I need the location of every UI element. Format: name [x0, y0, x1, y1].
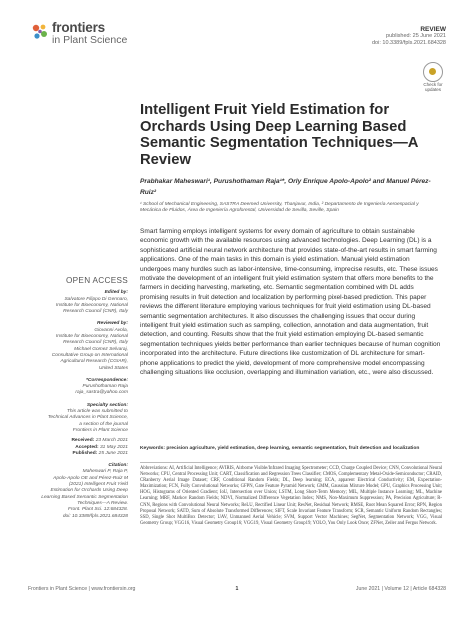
editor-line: Research Council (CNR), Italy — [63, 309, 128, 315]
footer-journal-link[interactable]: Frontiers in Plant Science | www.frontiersin.org — [28, 586, 136, 592]
abbreviations: Abbreviations: AI, Artificial Intelligence; AVIRIS, Airborne Visible/Infrared Imaging Spectrometer; CCD, Charge Coupled Device; CNN, Convolutional Neural Networks; CPU, Central Processing Unit; CART, Classification and Regression Trees Classifier; CMOS, Complementary Metal-Oxide-Semiconductor; CRAID, CRanberry Aerial Image Dataset; CRF, Conditional Random Fields; DL, Deep learning; ECA, apparent Electrical Conductivity; EM, Expectation-Maximization; FCN, Fully Convolutional Networks; GFPN, Gate Feature Pyramid Network; GMM, Gaussian Mixture Model; GPU, Graphics Processing Unit; HOG, Histograms of Oriented Gradient; IoU, Intersection over Union; LSTM, Long Short-Term Memory; MIL, Multiple Instance Learning; ML, Machine Learning; MRF, Markov Random Fields; NDVI, Normalized Difference Vegetation Index; NMS, Non-Maximum Suppression; PA, Precision Agriculture; R-CNN, Regions with Convolutional Neural Networks; ReLU, Rectified Linear Unit; ResNet, Residual Network; RMSE, Root Mean Squared Error; RPN, Region Proposal Network; SATD, Sum of Absolute Transformed Differences; SIFT, Scale Invariant Feature Transform; SCR, Semantic Uniform Random Rectangles; SSD, Single Shot MultiBox Detector; UAV, Unmanned Aerial Vehicle; SVM, Support Vector Machines; SegNet, Segmentation Network; VGG, Visual Geometry Group; VGG16, Visual Geometry Group16; VGG19, Visual Geometry Group19; YOLO, You Only Look Once; ZFNet, Zeiler and Fergus Network. — [140, 466, 442, 526]
specialty-label: Specialty section: — [86, 402, 128, 408]
reviewer-line: Consultative Group on International — [51, 352, 128, 358]
date-label: Published: — [72, 450, 98, 456]
update-badge-icon — [423, 62, 443, 82]
citation-doi[interactable]: doi: 10.3389/fpls.2021.684328 — [62, 513, 128, 519]
updates-label: Check for updates — [423, 82, 443, 92]
open-access-label: OPEN ACCESS — [66, 276, 128, 285]
correspondence-name: Purushothaman Raja — [82, 384, 128, 390]
specialty-line: a section of the journal — [79, 421, 128, 427]
article-meta — [372, 26, 446, 47]
specialty-line: Technical Advances in Plant Science, — [47, 415, 128, 421]
keywords — [140, 446, 442, 452]
published-date: published: 25 June 2021 — [386, 33, 446, 39]
edited-by-label: Edited by: — [104, 290, 128, 296]
brand-name: frontiers — [52, 20, 105, 35]
date-value: 23 March 2021 — [95, 438, 128, 444]
citation-line: Front. Plant Sci. 12:684328. — [67, 507, 128, 513]
article-title: Intelligent Fruit Yield Estimation for Orchards Using Deep Learning Based Semantic Segmentation Techniques—A Review — [140, 102, 418, 168]
editor-line: Institute for Bioeconomy, National — [55, 302, 128, 308]
journal-name: in Plant Science — [52, 34, 128, 46]
citation-line: Apolo-Apolo OE and Pérez-Ruiz M — [53, 475, 128, 481]
citation-line: Learning Based Semantic Segmentation — [41, 494, 128, 500]
divider — [140, 462, 442, 463]
published-date-sidebar — [36, 451, 128, 457]
date-label: Received: — [71, 438, 95, 444]
date-value: 31 May 2021 — [99, 444, 128, 450]
keywords-label: Keywords: — [140, 446, 166, 451]
citation-line: (2021) Intelligent Fruit Yield — [68, 482, 128, 488]
specialty-line: Frontiers in Plant Science — [72, 427, 128, 433]
reviewer-line: Agricultural Research (CGIAR), — [60, 359, 128, 365]
citation-line: Maheswari P, Raja P, — [82, 469, 128, 475]
journal-logo[interactable] — [30, 20, 150, 50]
keywords-text: precision agriculture, yield estimation, deep learning, semantic segmentation, fruit detection and localization — [166, 446, 420, 451]
check-for-updates-button[interactable] — [420, 62, 446, 90]
reviewer-line: Institute for Bioeconomy, National — [55, 334, 128, 340]
date-value: 25 June 2021 — [98, 450, 128, 456]
page-number: 1 — [235, 586, 239, 592]
correspondence-label: *Correspondence: — [86, 377, 128, 383]
citation-line: Techniques—A Review. — [77, 500, 128, 506]
article-sidebar — [36, 278, 128, 520]
reviewer-line: Michael Gomez Selvaraj, — [74, 346, 128, 352]
date-label: Accepted: — [75, 444, 99, 450]
affiliations: ¹ School of Mechanical Engineering, SASTRA Deemed University, Thanjavur, India, ² Departamento de Ingeniería Aeroespacial y Mecánica de Fluidos, Área de Ingeniería Agroforestal, Universidad de Sevilla, Seville, Spain — [140, 202, 419, 214]
page-footer — [28, 586, 446, 596]
reviewer-line: United States — [98, 365, 128, 371]
reviewer-line: Giovanni Avola, — [94, 327, 128, 333]
editor-line: Salvatore Filippo Di Gennaro, — [64, 296, 128, 302]
abstract: Smart farming employs intelligent systems for every domain of agriculture to obtain sustainable economic growth with the available resources using advanced technologies. Deep Learning (DL) is a sophisticated artificial neural network architecture that provides state-of-the-art results in smart farming applications. One of the main tasks in this domain is yield estimation. Manual yield estimation undergoes many hurdles such as labor-intensive, time-consuming, imprecise results, etc. These issues motivate the development of an intelligent fruit yield estimation system that offers more benefits to the farmers in deciding harvesting, marketing, etc. Semantic segmentation combined with DL adds promising results in fruit detection and localization by performing pixel-based prediction. This paper reviews the different literature employing various techniques for fruit yield estimation using DL-based semantic segmentation architectures. It also discusses the challenging issues that occur during intelligent fruit yield estimation such as sampling, collection, annotation and data augmentation, fruit detection, and counting. Results show that the fruit yield estimation employing DL-based semantic segmentation techniques yields better performance than earlier techniques because of human cognition incorporated into the architecture. Future directions like customization of DL architecture for smart-phone applications to predict the yield, development of more comprehensive model encompassing challenging situations like occlusion, overlapping and illumination variation, etc., were also discussed. — [140, 228, 441, 377]
specialty-line: This article was submitted to — [66, 409, 128, 415]
citation-label: Citation: — [108, 463, 128, 469]
footer-volume-info: June 2021 | Volume 12 | Article 684328 — [355, 586, 446, 592]
frontiers-logo-icon — [30, 22, 50, 42]
correspondence-email[interactable]: raja_sastra@yahoo.com — [75, 390, 128, 396]
doi-link[interactable]: doi: 10.3389/fpls.2021.684328 — [371, 40, 446, 46]
author-list[interactable]: Prabhakar Maheswari¹, Purushothaman Raja¹*, Orly Enrique Apolo-Apolo² and Manuel Pérez-Ruiz² — [140, 178, 431, 196]
reviewed-by-label: Reviewed by: — [97, 321, 128, 327]
citation-line: Estimation for Orchards Using Deep — [50, 488, 128, 494]
reviewer-line: Research Council (CNR), Italy — [63, 340, 128, 346]
article-type: REVIEW — [420, 26, 446, 33]
